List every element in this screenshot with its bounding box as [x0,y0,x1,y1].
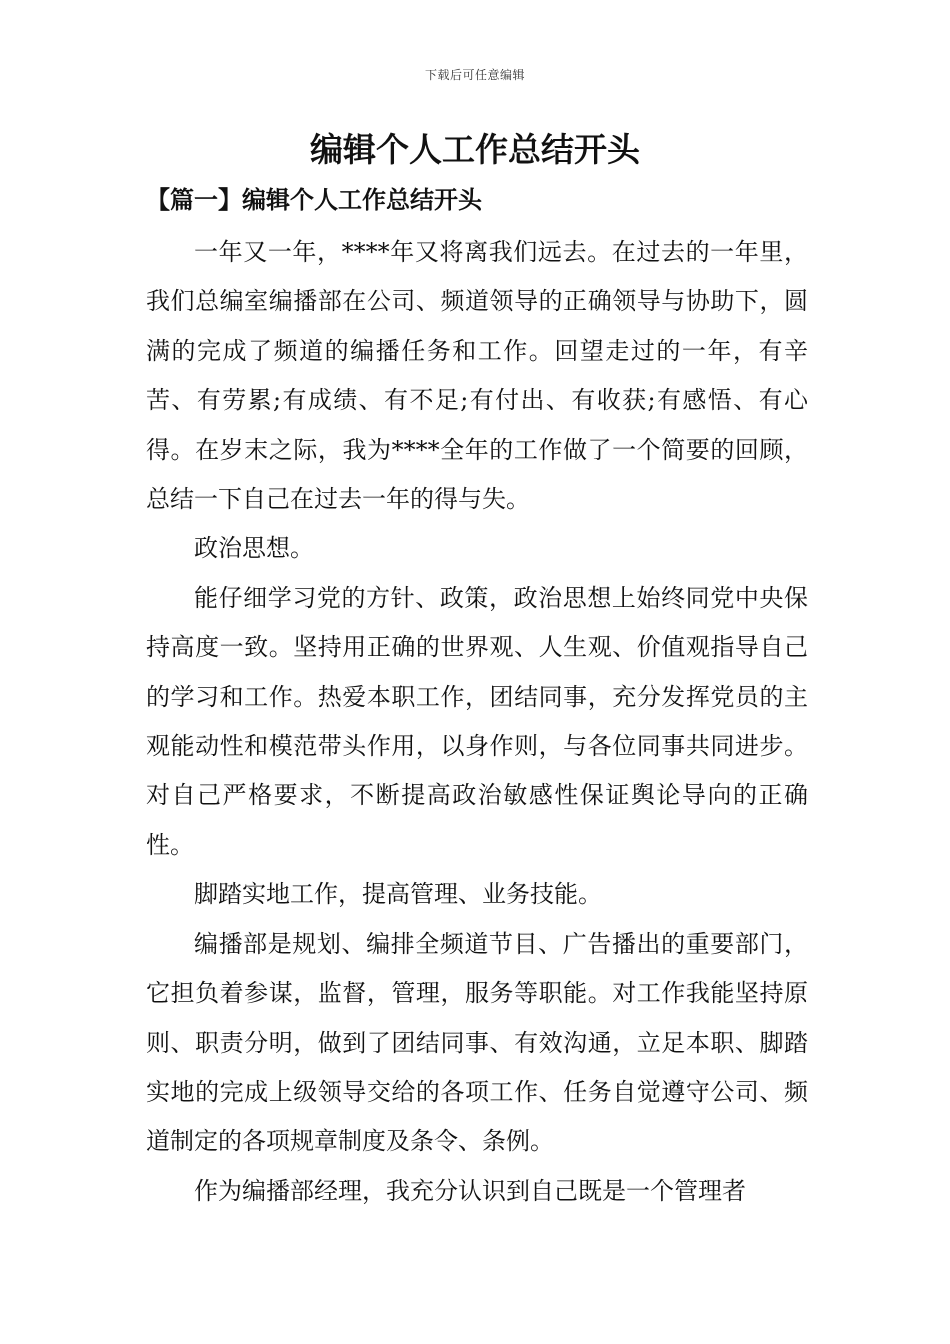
paragraph: 编播部是规划、编排全频道节目、广告播出的重要部门，它担负着参谋，监督，管理，服务等职能。对工作我能坚持原则、职责分明，做到了团结同事、有效沟通，立足本职、脚踏实地的完成上级领导交给的各项工作、任务自觉遵守公司、频道制定的各项规章制度及条令、条例。 [146,929,808,1156]
paragraph: 作为编播部经理，我充分认识到自己既是一个管理者 [194,1176,746,1205]
paragraph: 能仔细学习党的方针、政策，政治思想上始终同党中央保持高度一致。坚持用正确的世界观、人生观、价值观指导自己的学习和工作。热爱本职工作，团结同事，充分发挥党员的主观能动性和模范带头作用，以身作则，与各位同事共同进步。对自己严格要求，不断提高政治敏感性保证舆论导向的正确性。 [146,583,808,859]
document-title: 编辑个人工作总结开头 [310,130,640,169]
paragraph: 一年又一年，****年又将离我们远去。在过去的一年里，我们总编室编播部在公司、频道领导的正确领导与协助下，圆满的完成了频道的编播任务和工作。回望走过的一年，有辛苦、有劳累;有成绩、有不足;有付出、有收获;有感悟、有心得。在岁末之际，我为****全年的工作做了一个简要的回顾，总结一下自己在过去一年的得与失。 [146,238,808,514]
header-note: 下载后可任意编辑 [424,68,525,82]
paragraph: 政治思想。 [194,534,314,563]
paragraph: 脚踏实地工作，提高管理、业务技能。 [194,880,602,909]
document-body [146,228,808,1216]
section-heading: 【篇一】编辑个人工作总结开头 [146,185,482,214]
